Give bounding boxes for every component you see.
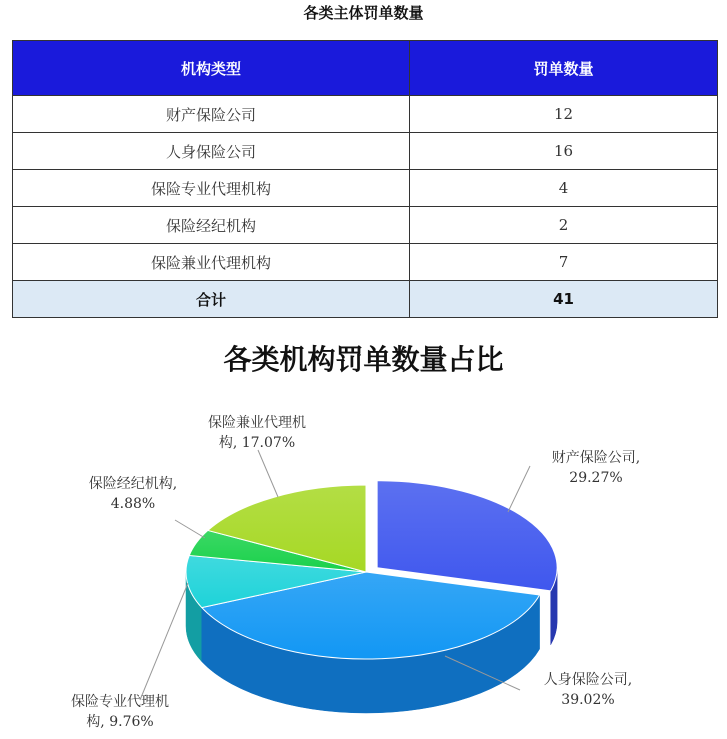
chart-title: 各类机构罚单数量占比 — [223, 343, 504, 376]
slice-label-brokerage: 保险经纪机构, — [88, 476, 178, 492]
cell-institution-type: 保险经纪机构 — [13, 207, 410, 244]
pie-slice-property-insurance — [377, 481, 557, 591]
slice-percent-life-insurance: 39.02% — [561, 692, 615, 708]
slice-label-property-insurance: 财产保险公司, — [551, 450, 641, 466]
leader-line-brokerage — [175, 520, 205, 538]
cell-penalty-count: 12 — [410, 96, 718, 133]
header-penalty-count: 罚单数量 — [410, 41, 718, 96]
slice-percent-professional-agency: 构, 9.76% — [86, 714, 154, 730]
slice-percent-brokerage: 4.88% — [110, 496, 156, 512]
slice-label-professional-agency: 保险专业代理机 — [71, 694, 169, 710]
cell-penalty-count: 16 — [410, 133, 718, 170]
cell-institution-type: 财产保险公司 — [13, 96, 410, 133]
cell-penalty-count: 4 — [410, 170, 718, 207]
cell-institution-type: 保险专业代理机构 — [13, 170, 410, 207]
slice-percent-property-insurance: 29.27% — [569, 470, 623, 486]
leader-line-property-insurance — [508, 466, 530, 512]
table-title: 各类主体罚单数量 — [303, 4, 424, 22]
total-label: 合计 — [13, 281, 410, 318]
header-institution-type: 机构类型 — [13, 41, 410, 96]
leader-line-concurrent-agency — [258, 450, 278, 497]
cell-penalty-count: 2 — [410, 207, 718, 244]
slice-percent-concurrent-agency: 构, 17.07% — [218, 435, 296, 451]
slice-label-life-insurance: 人身保险公司, — [543, 672, 633, 688]
cell-institution-type: 保险兼业代理机构 — [13, 244, 410, 281]
leader-line-professional-agency — [140, 583, 188, 700]
slice-label-concurrent-agency: 保险兼业代理机 — [208, 415, 306, 431]
cell-penalty-count: 7 — [410, 244, 718, 281]
cell-institution-type: 人身保险公司 — [13, 133, 410, 170]
total-count: 41 — [410, 281, 718, 318]
